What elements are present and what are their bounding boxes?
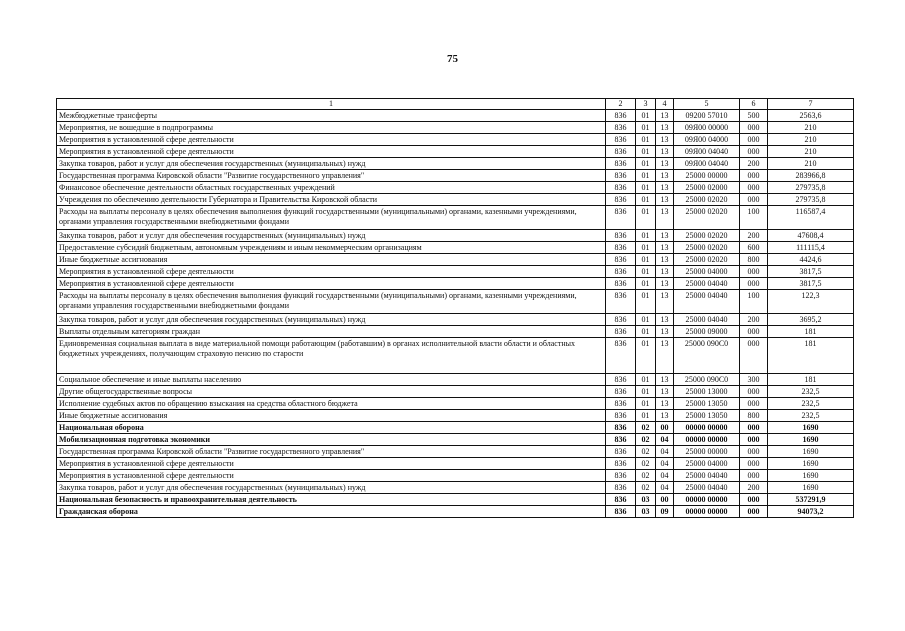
row-target-article-code: 25000 04040	[674, 278, 740, 290]
row-target-article-code: 25000 02020	[674, 230, 740, 242]
row-section-code: 01	[636, 398, 656, 410]
row-ministry-code: 836	[606, 206, 636, 230]
row-amount: 1690	[768, 422, 854, 434]
row-target-article-code: 00000 00000	[674, 434, 740, 446]
row-amount: 116587,4	[768, 206, 854, 230]
row-subsection-code: 13	[656, 206, 674, 230]
row-subsection-code: 13	[656, 290, 674, 314]
table-row	[57, 242, 854, 254]
row-target-article-code: 09Я00 04040	[674, 146, 740, 158]
row-expense-type-code: 100	[740, 206, 768, 230]
row-amount: 3817,5	[768, 278, 854, 290]
row-section-code: 01	[636, 230, 656, 242]
table-row	[57, 458, 854, 470]
row-ministry-code: 836	[606, 278, 636, 290]
row-ministry-code: 836	[606, 326, 636, 338]
row-subsection-code: 13	[656, 170, 674, 182]
row-expense-type-code: 300	[740, 374, 768, 386]
row-target-article-code: 25000 04000	[674, 266, 740, 278]
row-amount: 1690	[768, 458, 854, 470]
row-section-code: 01	[636, 410, 656, 422]
table-row	[57, 386, 854, 398]
table-row	[57, 122, 854, 134]
row-ministry-code: 836	[606, 290, 636, 314]
row-name: Мероприятия в установленной сфере деятельности	[57, 146, 606, 158]
column-number-row	[57, 99, 854, 110]
row-amount: 210	[768, 134, 854, 146]
row-subsection-code: 13	[656, 326, 674, 338]
row-section-code: 01	[636, 182, 656, 194]
row-expense-type-code: 200	[740, 158, 768, 170]
row-ministry-code: 836	[606, 434, 636, 446]
row-section-code: 01	[636, 266, 656, 278]
row-ministry-code: 836	[606, 266, 636, 278]
column-number: 2	[606, 99, 636, 110]
row-amount: 111115,4	[768, 242, 854, 254]
row-name: Гражданская оборона	[57, 506, 606, 518]
row-subsection-code: 13	[656, 398, 674, 410]
row-name: Национальная оборона	[57, 422, 606, 434]
row-subsection-code: 13	[656, 146, 674, 158]
row-expense-type-code: 000	[740, 146, 768, 158]
row-section-code: 02	[636, 434, 656, 446]
row-subsection-code: 09	[656, 506, 674, 518]
row-ministry-code: 836	[606, 134, 636, 146]
row-section-code: 01	[636, 242, 656, 254]
table-row	[57, 434, 854, 446]
row-ministry-code: 836	[606, 410, 636, 422]
row-subsection-code: 13	[656, 254, 674, 266]
row-subsection-code: 13	[656, 338, 674, 374]
row-subsection-code: 04	[656, 434, 674, 446]
row-section-code: 01	[636, 146, 656, 158]
row-amount: 232,5	[768, 398, 854, 410]
row-expense-type-code: 000	[740, 386, 768, 398]
row-expense-type-code: 000	[740, 470, 768, 482]
table-row	[57, 482, 854, 494]
row-target-article-code: 09Я00 00000	[674, 122, 740, 134]
row-amount: 181	[768, 374, 854, 386]
row-target-article-code: 25000 13000	[674, 386, 740, 398]
row-section-code: 01	[636, 194, 656, 206]
row-name: Мероприятия в установленной сфере деятельности	[57, 134, 606, 146]
table-row	[57, 206, 854, 230]
row-amount: 1690	[768, 434, 854, 446]
table-row	[57, 314, 854, 326]
row-expense-type-code: 000	[740, 170, 768, 182]
row-ministry-code: 836	[606, 122, 636, 134]
row-target-article-code: 25000 00000	[674, 446, 740, 458]
row-target-article-code: 25000 02020	[674, 194, 740, 206]
row-name: Мероприятия, не вошедшие в подпрограммы	[57, 122, 606, 134]
row-ministry-code: 836	[606, 494, 636, 506]
row-name: Финансовое обеспечение деятельности областных государственных учреждений	[57, 182, 606, 194]
row-expense-type-code: 800	[740, 254, 768, 266]
row-name: Иные бюджетные ассигнования	[57, 410, 606, 422]
page-number: 75	[447, 53, 458, 65]
row-ministry-code: 836	[606, 446, 636, 458]
row-section-code: 01	[636, 338, 656, 374]
row-ministry-code: 836	[606, 230, 636, 242]
row-name: Государственная программа Кировской области "Развитие государственного управления"	[57, 170, 606, 182]
row-expense-type-code: 100	[740, 290, 768, 314]
table-row	[57, 506, 854, 518]
row-target-article-code: 09200 57010	[674, 110, 740, 122]
row-amount: 4424,6	[768, 254, 854, 266]
table-row	[57, 374, 854, 386]
row-amount: 537291,9	[768, 494, 854, 506]
table-row	[57, 446, 854, 458]
row-expense-type-code: 000	[740, 134, 768, 146]
column-number: 4	[656, 99, 674, 110]
row-section-code: 01	[636, 290, 656, 314]
row-name: Мероприятия в установленной сфере деятельности	[57, 278, 606, 290]
row-expense-type-code: 600	[740, 242, 768, 254]
row-name: Расходы на выплаты персоналу в целях обеспечения выполнения функций государственными (муниципальными) органами, казенными учреждениями, органами управления государственными внебюджетными фондами	[57, 206, 606, 230]
row-ministry-code: 836	[606, 374, 636, 386]
budget-table	[56, 98, 854, 518]
row-amount: 94073,2	[768, 506, 854, 518]
row-expense-type-code: 000	[740, 266, 768, 278]
row-name: Выплаты отдельным категориям граждан	[57, 326, 606, 338]
row-section-code: 01	[636, 134, 656, 146]
row-amount: 210	[768, 122, 854, 134]
row-expense-type-code: 000	[740, 194, 768, 206]
row-section-code: 01	[636, 170, 656, 182]
row-target-article-code: 09Я00 04040	[674, 158, 740, 170]
table-row	[57, 170, 854, 182]
row-target-article-code: 25000 04040	[674, 314, 740, 326]
row-expense-type-code: 800	[740, 410, 768, 422]
row-subsection-code: 13	[656, 230, 674, 242]
table-row	[57, 266, 854, 278]
table-row	[57, 182, 854, 194]
table-row	[57, 470, 854, 482]
row-name: Закупка товаров, работ и услуг для обеспечения государственных (муниципальных) нужд	[57, 230, 606, 242]
row-subsection-code: 13	[656, 182, 674, 194]
row-subsection-code: 13	[656, 266, 674, 278]
row-name: Другие общегосударственные вопросы	[57, 386, 606, 398]
row-amount: 283966,8	[768, 170, 854, 182]
row-subsection-code: 04	[656, 446, 674, 458]
row-expense-type-code: 000	[740, 506, 768, 518]
row-section-code: 01	[636, 122, 656, 134]
row-expense-type-code: 000	[740, 182, 768, 194]
row-ministry-code: 836	[606, 254, 636, 266]
row-ministry-code: 836	[606, 398, 636, 410]
row-name: Мобилизационная подготовка экономики	[57, 434, 606, 446]
row-subsection-code: 13	[656, 194, 674, 206]
column-number: 3	[636, 99, 656, 110]
row-name: Учреждения по обеспечению деятельности Губернатора и Правительства Кировской области	[57, 194, 606, 206]
row-subsection-code: 04	[656, 482, 674, 494]
row-target-article-code: 25000 04040	[674, 470, 740, 482]
row-section-code: 02	[636, 422, 656, 434]
row-section-code: 03	[636, 506, 656, 518]
row-target-article-code: 00000 00000	[674, 422, 740, 434]
row-target-article-code: 25000 02020	[674, 242, 740, 254]
row-name: Единовременная социальная выплата в виде материальной помощи работающим (работавшим) в органах исполнительной власти области и областных бюджетных учреждениях, получающим страховую пенсию по старости	[57, 338, 606, 374]
column-number: 7	[768, 99, 854, 110]
row-name: Исполнение судебных актов по обращению взыскания на средства областного бюджета	[57, 398, 606, 410]
row-name: Закупка товаров, работ и услуг для обеспечения государственных (муниципальных) нужд	[57, 314, 606, 326]
row-subsection-code: 13	[656, 374, 674, 386]
row-expense-type-code: 000	[740, 434, 768, 446]
row-amount: 122,3	[768, 290, 854, 314]
row-name: Закупка товаров, работ и услуг для обеспечения государственных (муниципальных) нужд	[57, 158, 606, 170]
column-number: 6	[740, 99, 768, 110]
row-name: Мероприятия в установленной сфере деятельности	[57, 266, 606, 278]
table-row	[57, 254, 854, 266]
row-target-article-code: 25000 04000	[674, 458, 740, 470]
row-name: Социальное обеспечение и иные выплаты населению	[57, 374, 606, 386]
row-section-code: 01	[636, 158, 656, 170]
row-amount: 2563,6	[768, 110, 854, 122]
row-target-article-code: 25000 02020	[674, 206, 740, 230]
row-subsection-code: 13	[656, 242, 674, 254]
row-amount: 232,5	[768, 386, 854, 398]
row-ministry-code: 836	[606, 470, 636, 482]
row-amount: 1690	[768, 482, 854, 494]
row-section-code: 03	[636, 494, 656, 506]
row-target-article-code: 09Я00 04000	[674, 134, 740, 146]
row-target-article-code: 25000 04040	[674, 290, 740, 314]
row-subsection-code: 00	[656, 422, 674, 434]
row-name: Иные бюджетные ассигнования	[57, 254, 606, 266]
row-subsection-code: 13	[656, 158, 674, 170]
row-amount: 47608,4	[768, 230, 854, 242]
table-row	[57, 494, 854, 506]
row-name: Закупка товаров, работ и услуг для обеспечения государственных (муниципальных) нужд	[57, 482, 606, 494]
row-expense-type-code: 500	[740, 110, 768, 122]
row-target-article-code: 00000 00000	[674, 494, 740, 506]
row-section-code: 01	[636, 278, 656, 290]
row-amount: 279735,8	[768, 182, 854, 194]
row-ministry-code: 836	[606, 158, 636, 170]
row-expense-type-code: 000	[740, 326, 768, 338]
row-expense-type-code: 000	[740, 278, 768, 290]
row-subsection-code: 13	[656, 278, 674, 290]
row-ministry-code: 836	[606, 482, 636, 494]
row-target-article-code: 25000 13050	[674, 410, 740, 422]
row-subsection-code: 13	[656, 314, 674, 326]
table-row	[57, 146, 854, 158]
row-expense-type-code: 200	[740, 482, 768, 494]
row-expense-type-code: 200	[740, 314, 768, 326]
row-expense-type-code: 000	[740, 122, 768, 134]
row-name: Мероприятия в установленной сфере деятельности	[57, 470, 606, 482]
table-row	[57, 158, 854, 170]
row-target-article-code: 25000 02000	[674, 182, 740, 194]
row-expense-type-code: 000	[740, 494, 768, 506]
row-section-code: 02	[636, 446, 656, 458]
row-section-code: 02	[636, 482, 656, 494]
row-ministry-code: 836	[606, 146, 636, 158]
row-name: Предоставление субсидий бюджетным, автономным учреждениям и иным некоммерческим организациям	[57, 242, 606, 254]
table-row	[57, 326, 854, 338]
row-section-code: 02	[636, 458, 656, 470]
row-section-code: 01	[636, 206, 656, 230]
row-target-article-code: 00000 00000	[674, 506, 740, 518]
row-target-article-code: 25000 02020	[674, 254, 740, 266]
table-row	[57, 338, 854, 374]
table-row	[57, 110, 854, 122]
table-row	[57, 422, 854, 434]
table-row	[57, 410, 854, 422]
row-target-article-code: 25000 00000	[674, 170, 740, 182]
row-subsection-code: 13	[656, 386, 674, 398]
row-name: Национальная безопасность и правоохранительная деятельность	[57, 494, 606, 506]
row-amount: 181	[768, 338, 854, 374]
row-amount: 210	[768, 146, 854, 158]
row-subsection-code: 13	[656, 134, 674, 146]
table-row	[57, 134, 854, 146]
row-ministry-code: 836	[606, 170, 636, 182]
row-amount: 181	[768, 326, 854, 338]
row-subsection-code: 13	[656, 410, 674, 422]
row-amount: 279735,8	[768, 194, 854, 206]
table-row	[57, 278, 854, 290]
row-target-article-code: 25000 13050	[674, 398, 740, 410]
row-subsection-code: 04	[656, 458, 674, 470]
column-number: 5	[674, 99, 740, 110]
row-ministry-code: 836	[606, 506, 636, 518]
row-amount: 3695,2	[768, 314, 854, 326]
row-subsection-code: 13	[656, 122, 674, 134]
table-row	[57, 230, 854, 242]
row-expense-type-code: 000	[740, 338, 768, 374]
row-section-code: 01	[636, 254, 656, 266]
row-ministry-code: 836	[606, 194, 636, 206]
row-amount: 232,5	[768, 410, 854, 422]
row-section-code: 02	[636, 470, 656, 482]
row-section-code: 01	[636, 326, 656, 338]
row-expense-type-code: 000	[740, 446, 768, 458]
row-ministry-code: 836	[606, 386, 636, 398]
row-ministry-code: 836	[606, 110, 636, 122]
row-subsection-code: 04	[656, 470, 674, 482]
row-amount: 1690	[768, 470, 854, 482]
column-number: 1	[57, 99, 606, 110]
row-ministry-code: 836	[606, 242, 636, 254]
table-row	[57, 290, 854, 314]
row-target-article-code: 25000 090С0	[674, 374, 740, 386]
row-subsection-code: 00	[656, 494, 674, 506]
row-section-code: 01	[636, 314, 656, 326]
row-ministry-code: 836	[606, 458, 636, 470]
row-name: Государственная программа Кировской области "Развитие государственного управления"	[57, 446, 606, 458]
row-ministry-code: 836	[606, 338, 636, 374]
row-expense-type-code: 200	[740, 230, 768, 242]
row-name: Межбюджетные трансферты	[57, 110, 606, 122]
row-amount: 1690	[768, 446, 854, 458]
row-section-code: 01	[636, 110, 656, 122]
row-expense-type-code: 000	[740, 458, 768, 470]
row-expense-type-code: 000	[740, 422, 768, 434]
row-target-article-code: 25000 09000	[674, 326, 740, 338]
row-name: Расходы на выплаты персоналу в целях обеспечения выполнения функций государственными (муниципальными) органами, казенными учреждениями, органами управления государственными внебюджетными фондами	[57, 290, 606, 314]
row-target-article-code: 25000 090С0	[674, 338, 740, 374]
row-name: Мероприятия в установленной сфере деятельности	[57, 458, 606, 470]
table-row	[57, 194, 854, 206]
row-ministry-code: 836	[606, 314, 636, 326]
row-subsection-code: 13	[656, 110, 674, 122]
row-target-article-code: 25000 04040	[674, 482, 740, 494]
row-section-code: 01	[636, 374, 656, 386]
row-amount: 210	[768, 158, 854, 170]
row-section-code: 01	[636, 386, 656, 398]
row-ministry-code: 836	[606, 182, 636, 194]
table-row	[57, 398, 854, 410]
row-ministry-code: 836	[606, 422, 636, 434]
row-amount: 3817,5	[768, 266, 854, 278]
row-expense-type-code: 000	[740, 398, 768, 410]
